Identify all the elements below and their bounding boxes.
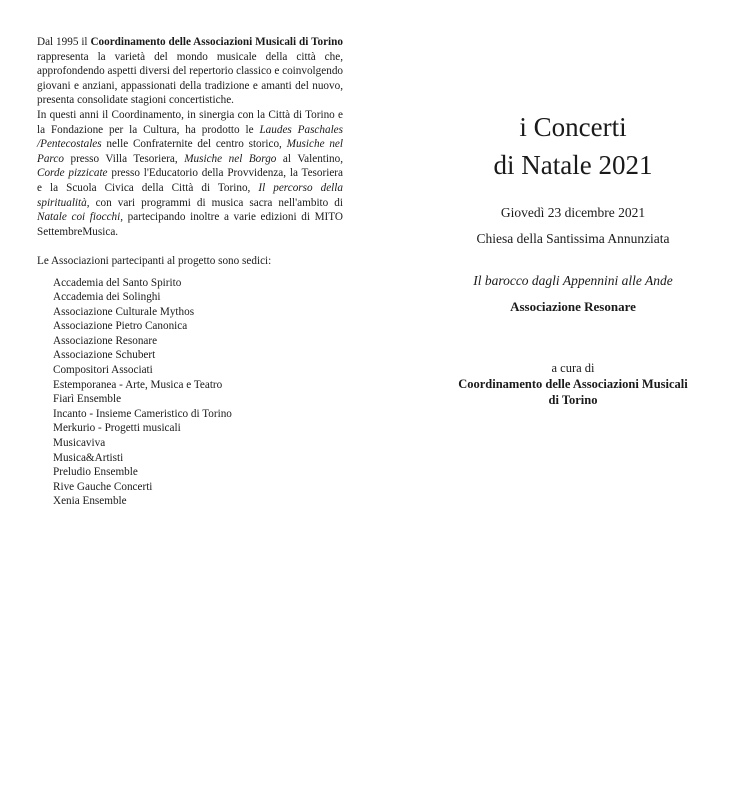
- association-item: Musicaviva: [53, 437, 106, 450]
- project-name: Il percorso della spiritualità: [37, 181, 343, 209]
- project-name: Corde pizzicate: [37, 167, 108, 180]
- project-name: Musiche nel Borgo: [184, 152, 277, 165]
- association-item: Musica&Artisti: [53, 451, 124, 464]
- organizer-name-line-1: Coordinamento delle Associazioni Musicali: [458, 377, 688, 391]
- left-column: [37, 35, 343, 509]
- organizer-name-line-2: di Torino: [548, 393, 598, 407]
- association-item: Compositori Associati: [53, 364, 153, 377]
- organizer-name: [430, 376, 716, 408]
- intro-text: [37, 35, 343, 239]
- project-name: Musiche nel Parco: [37, 138, 344, 165]
- concert-title-line-1: i Concerti: [519, 112, 627, 142]
- association-item: Associazione Schubert: [53, 349, 156, 362]
- association-item: Associazione Pietro Canonica: [53, 320, 188, 333]
- association-item: Rive Gauche Concerti: [53, 480, 153, 493]
- performing-ensemble: Associazione Resonare: [510, 299, 636, 314]
- concert-venue: Chiesa della Santissima Annunziata: [476, 231, 670, 246]
- association-item: Associazione Culturale Mythos: [53, 305, 195, 318]
- association-item: Estemporanea - Arte, Musica e Teatro: [53, 378, 223, 391]
- association-item: Merkurio - Progetti musicali: [53, 422, 181, 435]
- association-item: Accademia dei Solinghi: [53, 291, 161, 304]
- intro-paragraph-history: Dal 1995 il Coordinamento delle Associazioni Musicali di Torino rappresenta la varietà del mondo musicale della città che, approfondendo aspetti diversi del repertorio classico e coinvolgendo giovani e anziani, appassionati della tradizione e amanti del nuovo, presenta consolidate stagioni concertistiche.: [37, 36, 344, 107]
- concert-date: Giovedì 23 dicembre 2021: [500, 205, 646, 220]
- association-item: Fiarì Ensemble: [53, 393, 122, 406]
- concert-title-line-2: di Natale 2021: [493, 150, 653, 180]
- association-item: Incanto - Insieme Cameristico di Torino: [53, 407, 232, 420]
- project-name: Laudes Paschales /Pentecostales: [37, 123, 344, 151]
- project-name: Natale coi fiocchi: [37, 211, 121, 224]
- association-item: Xenia Ensemble: [53, 495, 127, 508]
- program-title: Il barocco dagli Appennini alle Ande: [473, 273, 673, 288]
- organizer-name-bold: Coordinamento delle Associazioni Musicali di Torino: [90, 36, 343, 48]
- association-item: Preludio Ensemble: [53, 466, 138, 479]
- intro-paragraph-projects: In questi anni il Coordinamento, in sinergia con la Città di Torino e la Fondazione per la Cultura, ha prodotto le Laudes Paschales /Pentecostales nelle Confraternite del centro storico, Musiche nel Parco presso Villa Tesoriera, Musiche nel Borgo al Valentino, Corde pizzicate presso l'Educatorio della Provvidenza, la Tesoriera e la Scuola Civica della Città di Torino, Il percorso della spiritualità, con vari programmi di musica sacra nell'ambito di Natale coi fiocchi, partecipando inoltre a varie edizioni di MITO SettembreMusica.: [37, 108, 344, 238]
- association-item: Associazione Resonare: [53, 334, 158, 347]
- curated-by-label: a cura di: [551, 361, 595, 375]
- associations-heading: Le Associazioni partecipanti al progetto sono sedici:: [37, 254, 272, 267]
- associations-list: [37, 276, 343, 510]
- concert-title: [430, 108, 716, 184]
- association-item: Accademia del Santo Spirito: [53, 276, 182, 289]
- right-column: [430, 108, 716, 408]
